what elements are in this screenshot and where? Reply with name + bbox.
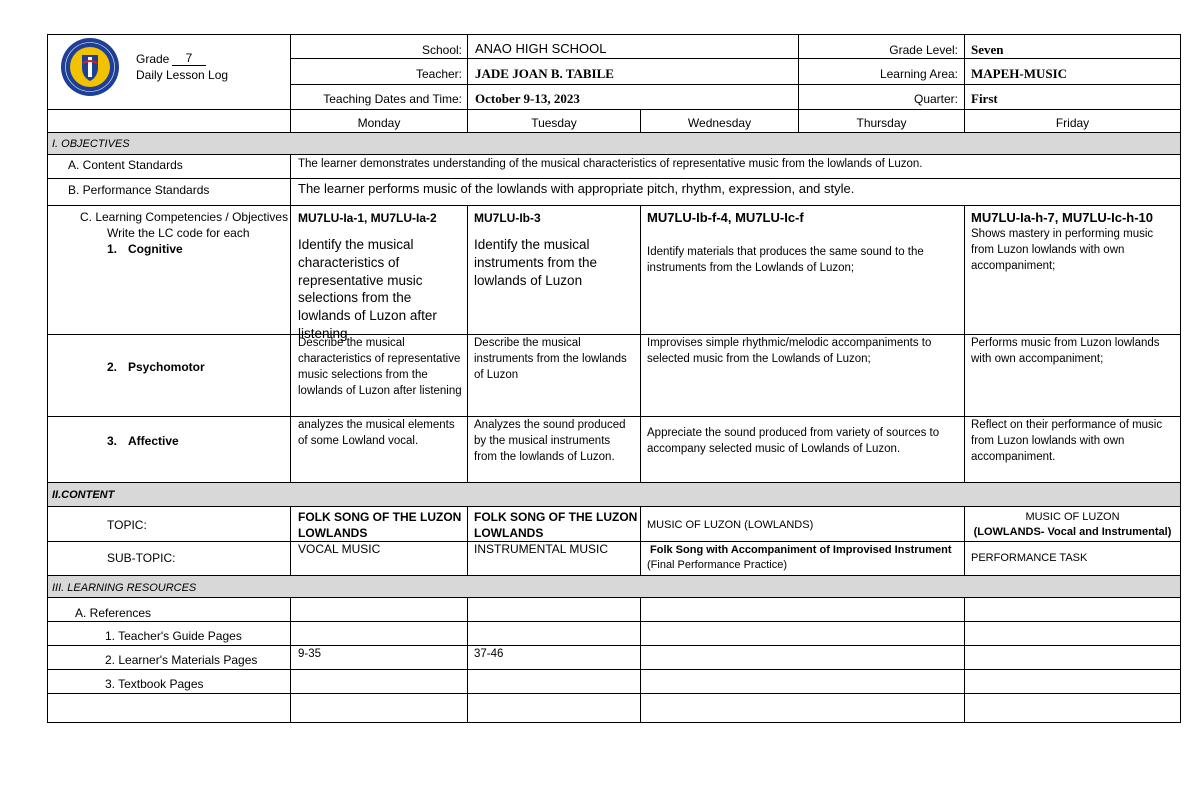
psychomotor-text: Describe the musical characteristics of representative music selections from the lowlands of Luzon after listening <box>298 337 462 397</box>
subtopic-text: PERFORMANCE TASK <box>971 552 1088 564</box>
grid-line <box>290 84 1180 85</box>
grid-line <box>1180 34 1181 723</box>
grid-line <box>47 34 1180 35</box>
psychomotor-number: 2. <box>107 360 118 374</box>
grid-line <box>47 669 1180 670</box>
psychomotor-text: Improvises simple rhythmic/melodic accompaniments to selected music from the Lowlands of Luzon; <box>647 337 932 365</box>
topic-text: MUSIC OF LUZON (LOWLANDS) <box>647 519 814 531</box>
school-label: School: <box>421 43 462 57</box>
grid-line <box>290 154 291 482</box>
subtopic-text: Folk Song with Accompaniment of Improvised Instrument <box>650 544 952 556</box>
grid-line <box>467 506 468 575</box>
grid-line <box>964 205 965 482</box>
performance-standards-label: B. Performance Standards <box>68 183 210 197</box>
affective-number: 3. <box>107 434 118 448</box>
performance-standards-text: The learner performs music of the lowlands with appropriate pitch, rhythm, expression, and style. <box>298 181 855 196</box>
day-header-wednesday: Wednesday <box>687 116 752 130</box>
topic-text: FOLK SONG OF THE LUZON LOWLANDS <box>474 510 638 540</box>
grade-value: 7 <box>172 51 206 66</box>
grid-line <box>47 541 1180 542</box>
learners-materials-label: 2. Learner's Materials Pages <box>105 653 258 667</box>
references-label: A. References <box>75 606 152 620</box>
grid-line <box>47 205 1180 206</box>
cognitive-code: MU7LU-Ia-1, MU7LU-Ia-2 <box>298 211 437 225</box>
cognitive-code: MU7LU-Ib-f-4, MU7LU-Ic-f <box>647 210 804 225</box>
learning-area-value: MAPEH-MUSIC <box>971 66 1068 81</box>
grid-line <box>47 482 1180 483</box>
dates-label: Teaching Dates and Time: <box>323 92 462 106</box>
grid-line <box>467 205 468 482</box>
textbook-pages-label: 3. Textbook Pages <box>105 677 204 691</box>
learners-materials-pages: 9-35 <box>298 648 322 660</box>
cognitive-label: Cognitive <box>128 242 183 256</box>
grade-level-label: Grade Level: <box>889 43 958 57</box>
affective-label: Affective <box>128 434 179 448</box>
grid-line <box>47 154 1180 155</box>
day-header-friday: Friday <box>1055 116 1090 130</box>
grid-line <box>467 597 468 723</box>
resources-heading: III. LEARNING RESOURCES <box>52 582 197 594</box>
objectives-heading-shade <box>47 132 1180 154</box>
competencies-label: C. Learning Competencies / Objectives <box>80 210 289 224</box>
subtopic-text: VOCAL MUSIC <box>298 542 381 556</box>
log-title: Daily Lesson Log <box>136 68 229 82</box>
teachers-guide-label: 1. Teacher's Guide Pages <box>105 629 242 643</box>
day-header-thursday: Thursday <box>856 116 907 130</box>
psychomotor-label: Psychomotor <box>128 360 205 374</box>
subtopic-label: SUB-TOPIC: <box>107 551 176 565</box>
grade-level-value: Seven <box>971 42 1004 57</box>
topic-text: MUSIC OF LUZON <box>1025 511 1120 523</box>
psychomotor-text: Performs music from Luzon lowlands with own accompaniment; <box>971 337 1160 365</box>
grid-line <box>47 34 48 723</box>
cognitive-text: Shows mastery in performing music from Luzon lowlands with own accompaniment; <box>971 228 1154 272</box>
cognitive-text: Identify materials that produces the same sound to the instruments from the Lowlands of Luzon; <box>647 246 924 274</box>
psychomotor-text: Describe the musical instruments from the lowlands of Luzon <box>474 337 627 381</box>
affective-text: analyzes the musical elements of some Lowland vocal. <box>298 419 455 447</box>
resources-heading-shade <box>47 575 1180 597</box>
grid-line <box>47 722 1180 723</box>
grid-line <box>47 109 1180 110</box>
day-header-tuesday: Tuesday <box>531 116 577 130</box>
grid-line <box>640 205 641 482</box>
deped-seal-logo <box>60 37 120 97</box>
grid-line <box>290 597 291 723</box>
grid-line <box>640 597 641 723</box>
topic-text: FOLK SONG OF THE LUZON LOWLANDS <box>298 510 462 540</box>
content-standards-text: The learner demonstrates understanding of the musical characteristics of representative music from the lowlands of Luzon. <box>298 158 923 170</box>
grid-line <box>47 132 1180 133</box>
grid-line <box>47 597 1180 598</box>
teacher-value: JADE JOAN B. TABILE <box>475 66 614 81</box>
quarter-label: Quarter: <box>913 92 958 106</box>
grid-line <box>47 693 1180 694</box>
grid-line <box>47 506 1180 507</box>
affective-text: Reflect on their performance of music from Luzon lowlands with own accompaniment. <box>971 419 1163 463</box>
topic-text: (LOWLANDS- Vocal and Instrumental) <box>973 526 1172 538</box>
grid-line <box>47 178 1180 179</box>
learners-materials-pages: 37-46 <box>474 648 504 660</box>
content-heading: II.CONTENT <box>52 489 115 501</box>
grid-line <box>467 34 468 110</box>
teacher-label: Teacher: <box>415 67 462 81</box>
learning-area-label: Learning Area: <box>879 67 958 81</box>
cognitive-code: MU7LU-Ib-3 <box>474 211 541 225</box>
grid-line <box>290 506 291 575</box>
grid-line <box>47 575 1180 576</box>
competencies-sublabel: Write the LC code for each <box>107 226 250 240</box>
affective-text: Appreciate the sound produced from variety of sources to accompany selected music of Lowlands of Luzon. <box>647 427 940 455</box>
quarter-value: First <box>971 91 998 106</box>
grade-label: Grade <box>136 52 170 66</box>
grid-line <box>640 506 641 575</box>
dates-value: October 9-13, 2023 <box>475 91 580 106</box>
content-standards-label: A. Content Standards <box>68 158 183 172</box>
grid-line <box>47 621 1180 622</box>
grid-line <box>964 597 965 723</box>
subtopic-text: INSTRUMENTAL MUSIC <box>474 542 609 556</box>
topic-label: TOPIC: <box>107 518 147 532</box>
school-value: ANAO HIGH SCHOOL <box>475 41 607 56</box>
cognitive-code: MU7LU-Ia-h-7, MU7LU-Ic-h-10 <box>971 210 1154 225</box>
grid-line <box>290 58 1180 59</box>
day-header-monday: Monday <box>357 116 401 130</box>
objectives-heading: I. OBJECTIVES <box>52 138 130 150</box>
affective-text: Analyzes the sound produced by the musical instruments from the lowlands of Luzon. <box>474 419 626 463</box>
subtopic-text: (Final Performance Practice) <box>647 559 787 571</box>
cognitive-number: 1. <box>107 242 118 256</box>
cognitive-text: Identify the musical characteristics of representative music selections from the lowlands of Luzon after listening <box>298 237 437 341</box>
grid-line <box>47 645 1180 646</box>
content-heading-shade <box>47 482 1180 506</box>
cognitive-text: Identify the musical instruments from the lowlands of Luzon <box>474 237 598 288</box>
